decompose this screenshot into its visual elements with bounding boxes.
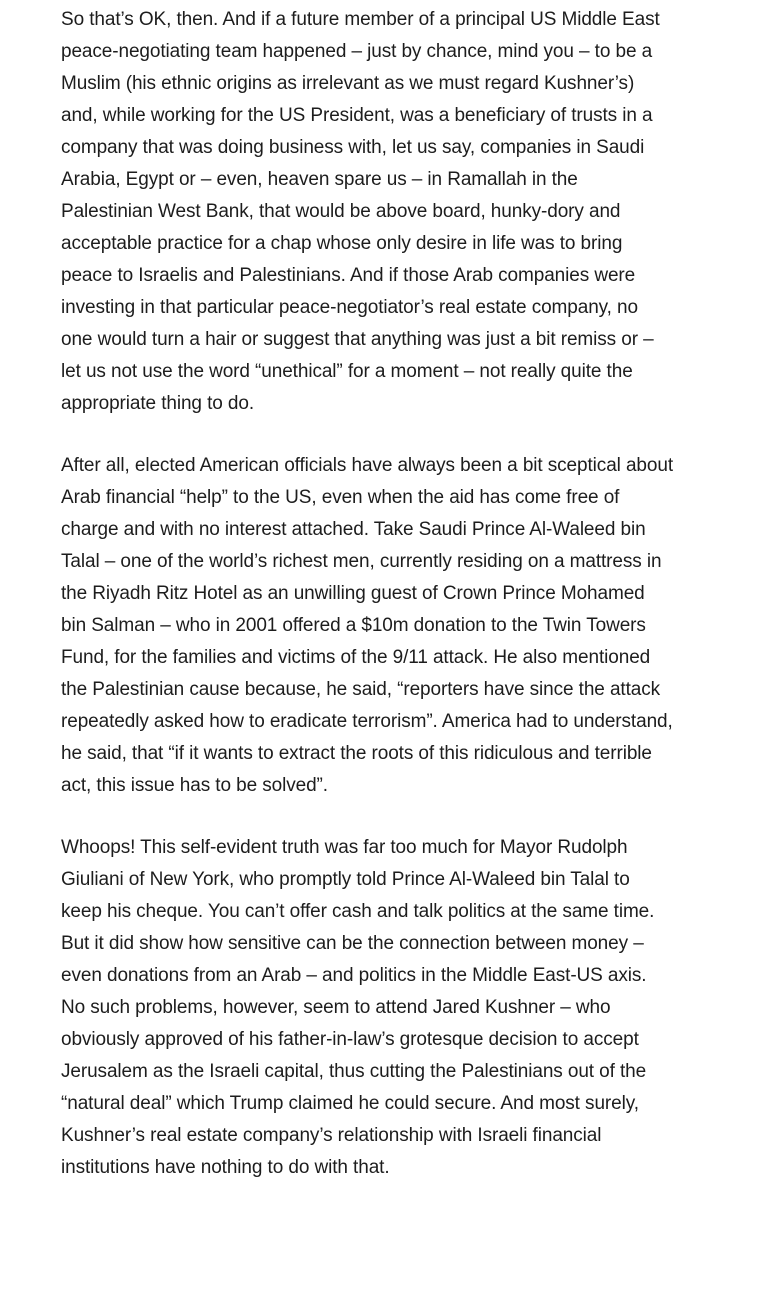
article-paragraph-1: So that’s OK, then. And if a future member of a principal US Middle East peace-negotiating team happened – just by chance, mind you – to be a Muslim (his ethnic origins as irrelevant as we must regard Kushner’s) and, while working for the US President, was a beneficiary of trusts in a company that was doing business with, let us say, companies in Saudi Arabia, Egypt or – even, heaven spare us – in Ramallah in the Palestinian West Bank, that would be above board, hunky-dory and acceptable practice for a chap whose only desire in life was to bring peace to Israelis and Palestinians. And if those Arab companies were investing in that particular peace-negotiator’s real estate company, no one would turn a hair or suggest that anything was just a bit remiss or – let us not use the word “unethical” for a moment – not really quite the appropriate thing to do. [61,9,660,414]
article-body [61,4,673,1214]
article-paragraph-3: Whoops! This self-evident truth was far too much for Mayor Rudolph Giuliani of New York, who promptly told Prince Al-Waleed bin Talal to keep his cheque. You can’t offer cash and talk politics at the same time. But it did show how sensitive can be the connection between money – even donations from an Arab – and politics in the Middle East-US axis. No such problems, however, seem to attend Jared Kushner – who obviously approved of his father-in-law’s grotesque decision to accept Jerusalem as the Israeli capital, thus cutting the Palestinians out of the “natural deal” which Trump claimed he could secure. And most surely, Kushner’s real estate company’s relationship with Israeli financial institutions have nothing to do with that. [61,837,655,1178]
article-paragraph-2: After all, elected American officials have always been a bit sceptical about Arab financial “help” to the US, even when the aid has come free of charge and with no interest attached. Take Saudi Prince Al-Waleed bin Talal – one of the world’s richest men, currently residing on a mattress in the Riyadh Ritz Hotel as an unwilling guest of Crown Prince Mohamed bin Salman – who in 2001 offered a $10m donation to the Twin Towers Fund, for the families and victims of the 9/11 attack. He also mentioned the Palestinian cause because, he said, “reporters have since the attack repeatedly asked how to eradicate terrorism”. America had to understand, he said, that “if it wants to extract the roots of this ridiculous and terrible act, this issue has to be solved”. [61,455,674,796]
